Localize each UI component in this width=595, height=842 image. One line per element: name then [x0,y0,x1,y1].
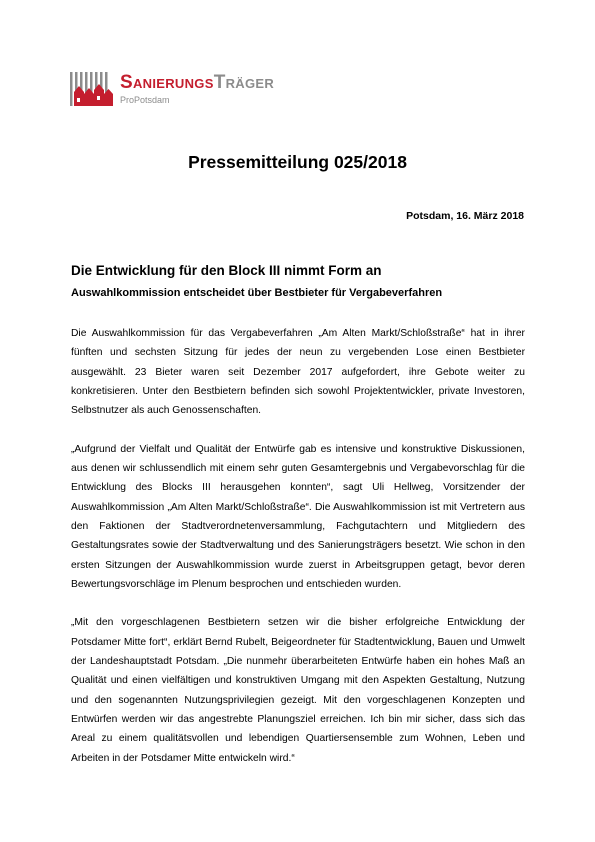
page-title: Pressemitteilung 025/2018 [188,152,407,172]
company-logo [70,72,340,112]
paragraph: „Aufgrund der Vielfalt und Qualität der Entwürfe gab es intensive und konstruktive Diskussionen, aus denen wir schlussendlich mit einem sehr guten Gesamtergebnis und Vergabevorschlag für die Entwicklung des Blocks III herausgehen konnten“, sagt Uli Hellweg, Vorsitzender der Auswahlkommission „Am Alten Markt/Schloßstraße“. Die Auswahlkommission ist mit Vertretern aus den Faktionen der Stadtverordnetenversammlung, Fachgutachtern und Mitgliedern des Gestaltungsrates sowie der Stadtverwaltung und des Sanierungsträgers besetzt. Wie schon in den ersten Sitzungen der Auswahlkommission wurde zuerst in Arbeitsgruppen getagt, bevor deren Bewertungsvorschläge im Plenum besprochen und entschieden wurden. [71,443,525,590]
paragraph: Die Auswahlkommission für das Vergabeverfahren „Am Alten Markt/Schloßstraße“ hat in ihrer fünften und sechsten Sitzung für jedes der neun zu vergebenden Lose einen Bestbieter ausgewählt. 23 Bieter waren seit Dezember 2017 aufgefordert, ihre Gebote weiter zu konkretisieren. Unter den Bestbietern befinden sich sowohl Projektentwickler, private Investoren, Selbstnutzer als auch Genossenschaften. [71,328,525,417]
headline: Die Entwicklung für den Block III nimmt Form an [71,263,382,278]
logo-subtitle: ProPotsdam [120,95,170,105]
building-facade-icon [70,72,116,106]
dateline: Potsdam, 16. März 2018 [406,210,524,222]
article-body [71,324,525,787]
paragraph: „Mit den vorgeschlagenen Bestbietern setzen wir die bisher erfolgreiche Entwicklung der Potsdamer Mitte fort“, erklärt Bernd Rubelt, Beigeordneter für Stadtentwicklung, Bauen und Umwelt der Landeshauptstadt Potsdam. „Die nunmehr überarbeiteten Entwürfe haben ein hohes Maß an Qualität und einen vielfältigen und konstruktiven Umgang mit den Aspekten Gestaltung, Nutzung und den sogenannten Nutzungsprivilegien gezeigt. Mit den vorgeschlagenen Konzepten und Entwürfen werden wir das angestrebte Planungsziel erreichen. Ich bin mir sicher, dass sich das Areal zu einem qualitätsvollen und lebendigen Quartiersensemble zum Wohnen, Leben und Arbeiten in der Potsdamer Mitte entwickeln wird.“ [71,617,525,764]
logo-word-part2: Träger [213,72,275,93]
subheadline: Auswahlkommission entscheidet über Bestbieter für Vergabeverfahren [71,287,443,299]
logo-word-part1: Sanierungs [120,72,214,93]
logo-wordmark [120,72,274,94]
